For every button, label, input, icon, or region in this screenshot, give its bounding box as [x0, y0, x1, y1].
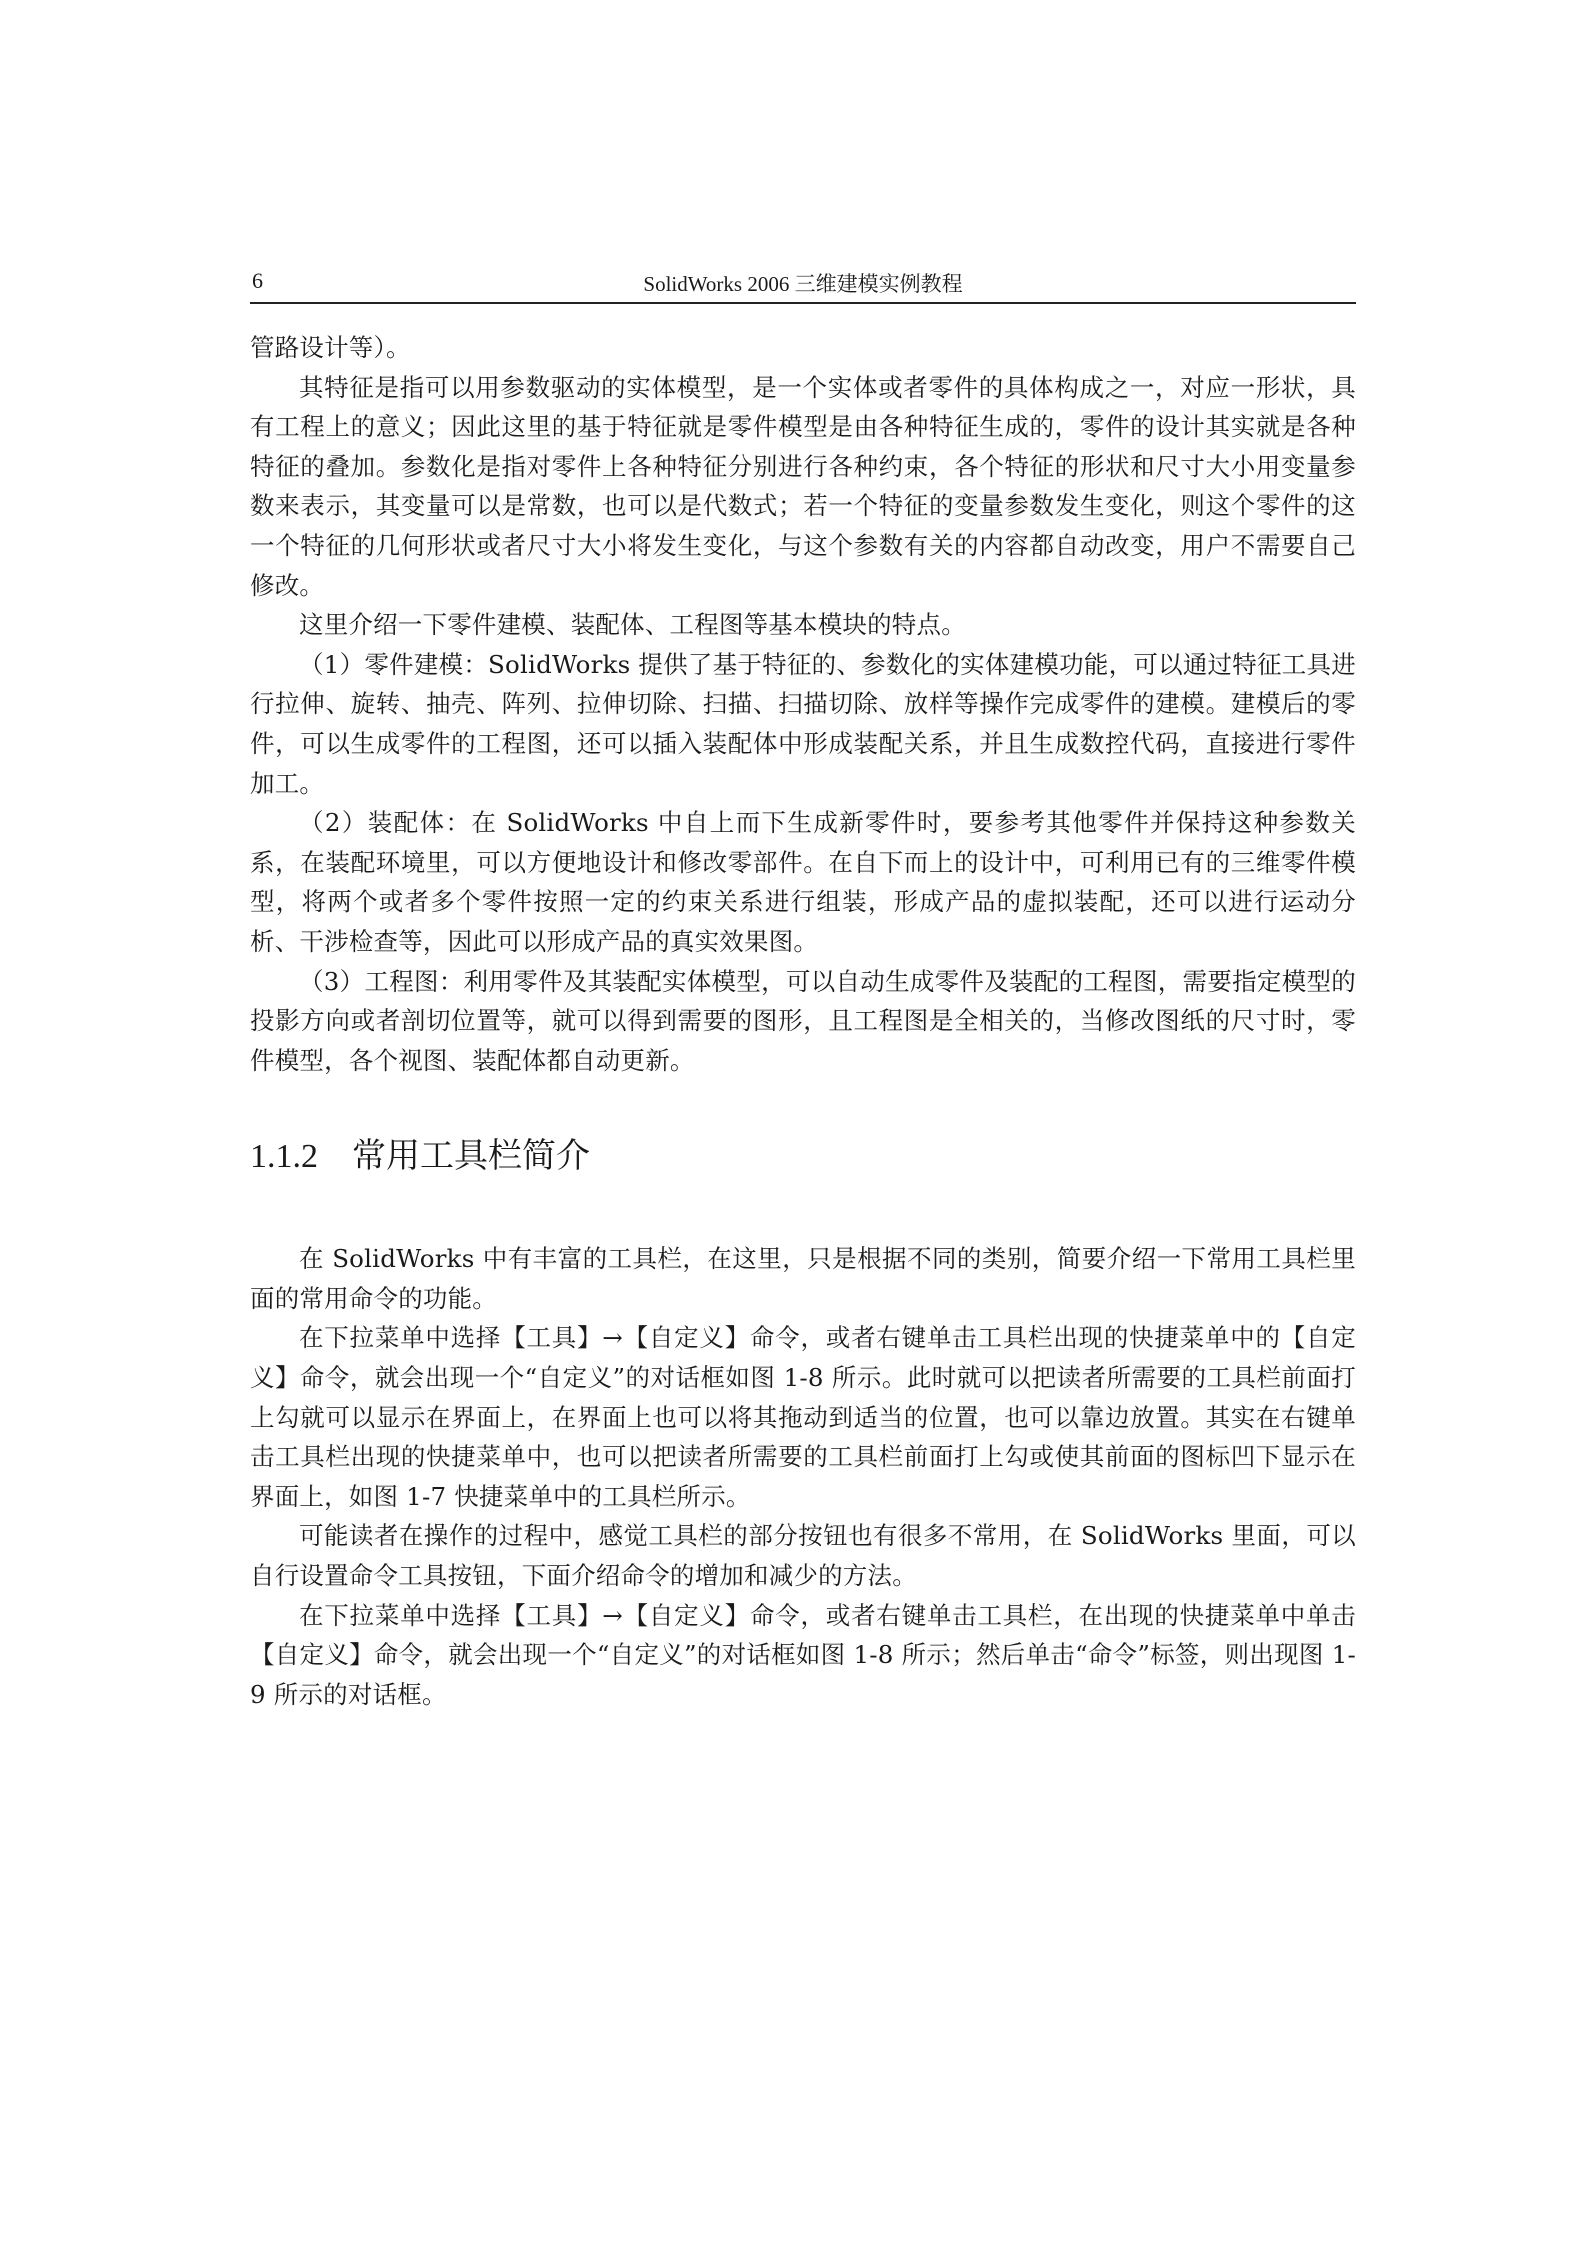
paragraph-assembly: （2）装配体：在 SolidWorks 中自上而下生成新零件时，要参考其他零件并保持这种参数关系，在装配环境里，可以方便地设计和修改零部件。在自下而上的设计中，可利用已有的三维零件模型，将两个或者多个零件按照一定的约束关系进行组装，形成产品的虚拟装配，还可以进行运动分析、干涉检查等，因此可以形成产品的真实效果图。	[250, 808, 1356, 956]
page-body	[250, 328, 1356, 1714]
running-title: SolidWorks 2006 三维建模实例教程	[643, 272, 963, 296]
paragraph-feature-definition: 其特征是指可以用参数驱动的实体模型，是一个实体或者零件的具体构成之一，对应一形状，具有工程上的意义；因此这里的基于特征就是零件模型是由各种特征生成的，零件的设计其实就是各种特征的叠加。参数化是指对零件上各种特征分别进行各种约束，各个特征的形状和尺寸大小用变量参数来表示，其变量可以是常数，也可以是代数式；若一个特征的变量参数发生变化，则这个零件的这一个特征的几何形状或者尺寸大小将发生变化，与这个参数有关的内容都自动改变，用户不需要自己修改。	[250, 372, 1356, 600]
paragraph-part-modeling: （1）零件建模：SolidWorks 提供了基于特征的、参数化的实体建模功能，可以通过特征工具进行拉伸、旋转、抽壳、阵列、拉伸切除、扫描、扫描切除、放样等操作完成零件的建模。建模后的零件，可以生成零件的工程图，还可以插入装配体中形成装配关系，并且生成数控代码，直接进行零件加工。	[250, 649, 1356, 798]
paragraph-continuation: 管路设计等）。	[250, 333, 411, 362]
page-number: 6	[252, 268, 263, 293]
book-page	[250, 0, 1356, 2252]
page-header	[250, 264, 1356, 304]
section-number: 1.1.2	[250, 1138, 318, 1176]
section-title: 常用工具栏简介	[352, 1136, 590, 1177]
paragraph-drawing: （3）工程图：利用零件及其装配实体模型，可以自动生成零件及装配的工程图，需要指定模型的投影方向或者剖切位置等，就可以得到需要的图形，且工程图是全相关的，当修改图纸的尺寸时，零件模型，各个视图、装配体都自动更新。	[250, 966, 1356, 1075]
paragraph-toolbar-intro: 在 SolidWorks 中有丰富的工具栏，在这里，只是根据不同的类别，简要介绍一下常用工具栏里面的常用命令的功能。	[250, 1244, 1356, 1313]
paragraph-modules-intro: 这里介绍一下零件建模、装配体、工程图等基本模块的特点。	[299, 610, 966, 640]
paragraph-command-tab: 在下拉菜单中选择【工具】→【自定义】命令，或者右键单击工具栏，在出现的快捷菜单中单击【自定义】命令，就会出现一个“自定义”的对话框如图 1-8 所示；然后单击“命令”标签，则出现图 1-9 所示的对话框。	[250, 1600, 1356, 1709]
paragraph-custom-buttons: 可能读者在操作的过程中，感觉工具栏的部分按钮也有很多不常用，在 SolidWorks 里面，可以自行设置命令工具按钮，下面介绍命令的增加和减少的方法。	[250, 1521, 1356, 1591]
section-heading	[250, 1134, 1356, 1179]
paragraph-customize-dialog: 在下拉菜单中选择【工具】→【自定义】命令，或者右键单击工具栏出现的快捷菜单中的【自定义】命令，就会出现一个“自定义”的对话框如图 1-8 所示。此时就可以把读者所需要的工具栏前面打上勾就可以显示在界面上，在界面上也可以将其拖动到适当的位置，也可以靠边放置。其实在右键单击工具栏出现的快捷菜单中，也可以把读者所需要的工具栏前面打上勾或使其前面的图标凹下显示在界面上，如图 1-7 快捷菜单中的工具栏所示。	[250, 1323, 1356, 1511]
